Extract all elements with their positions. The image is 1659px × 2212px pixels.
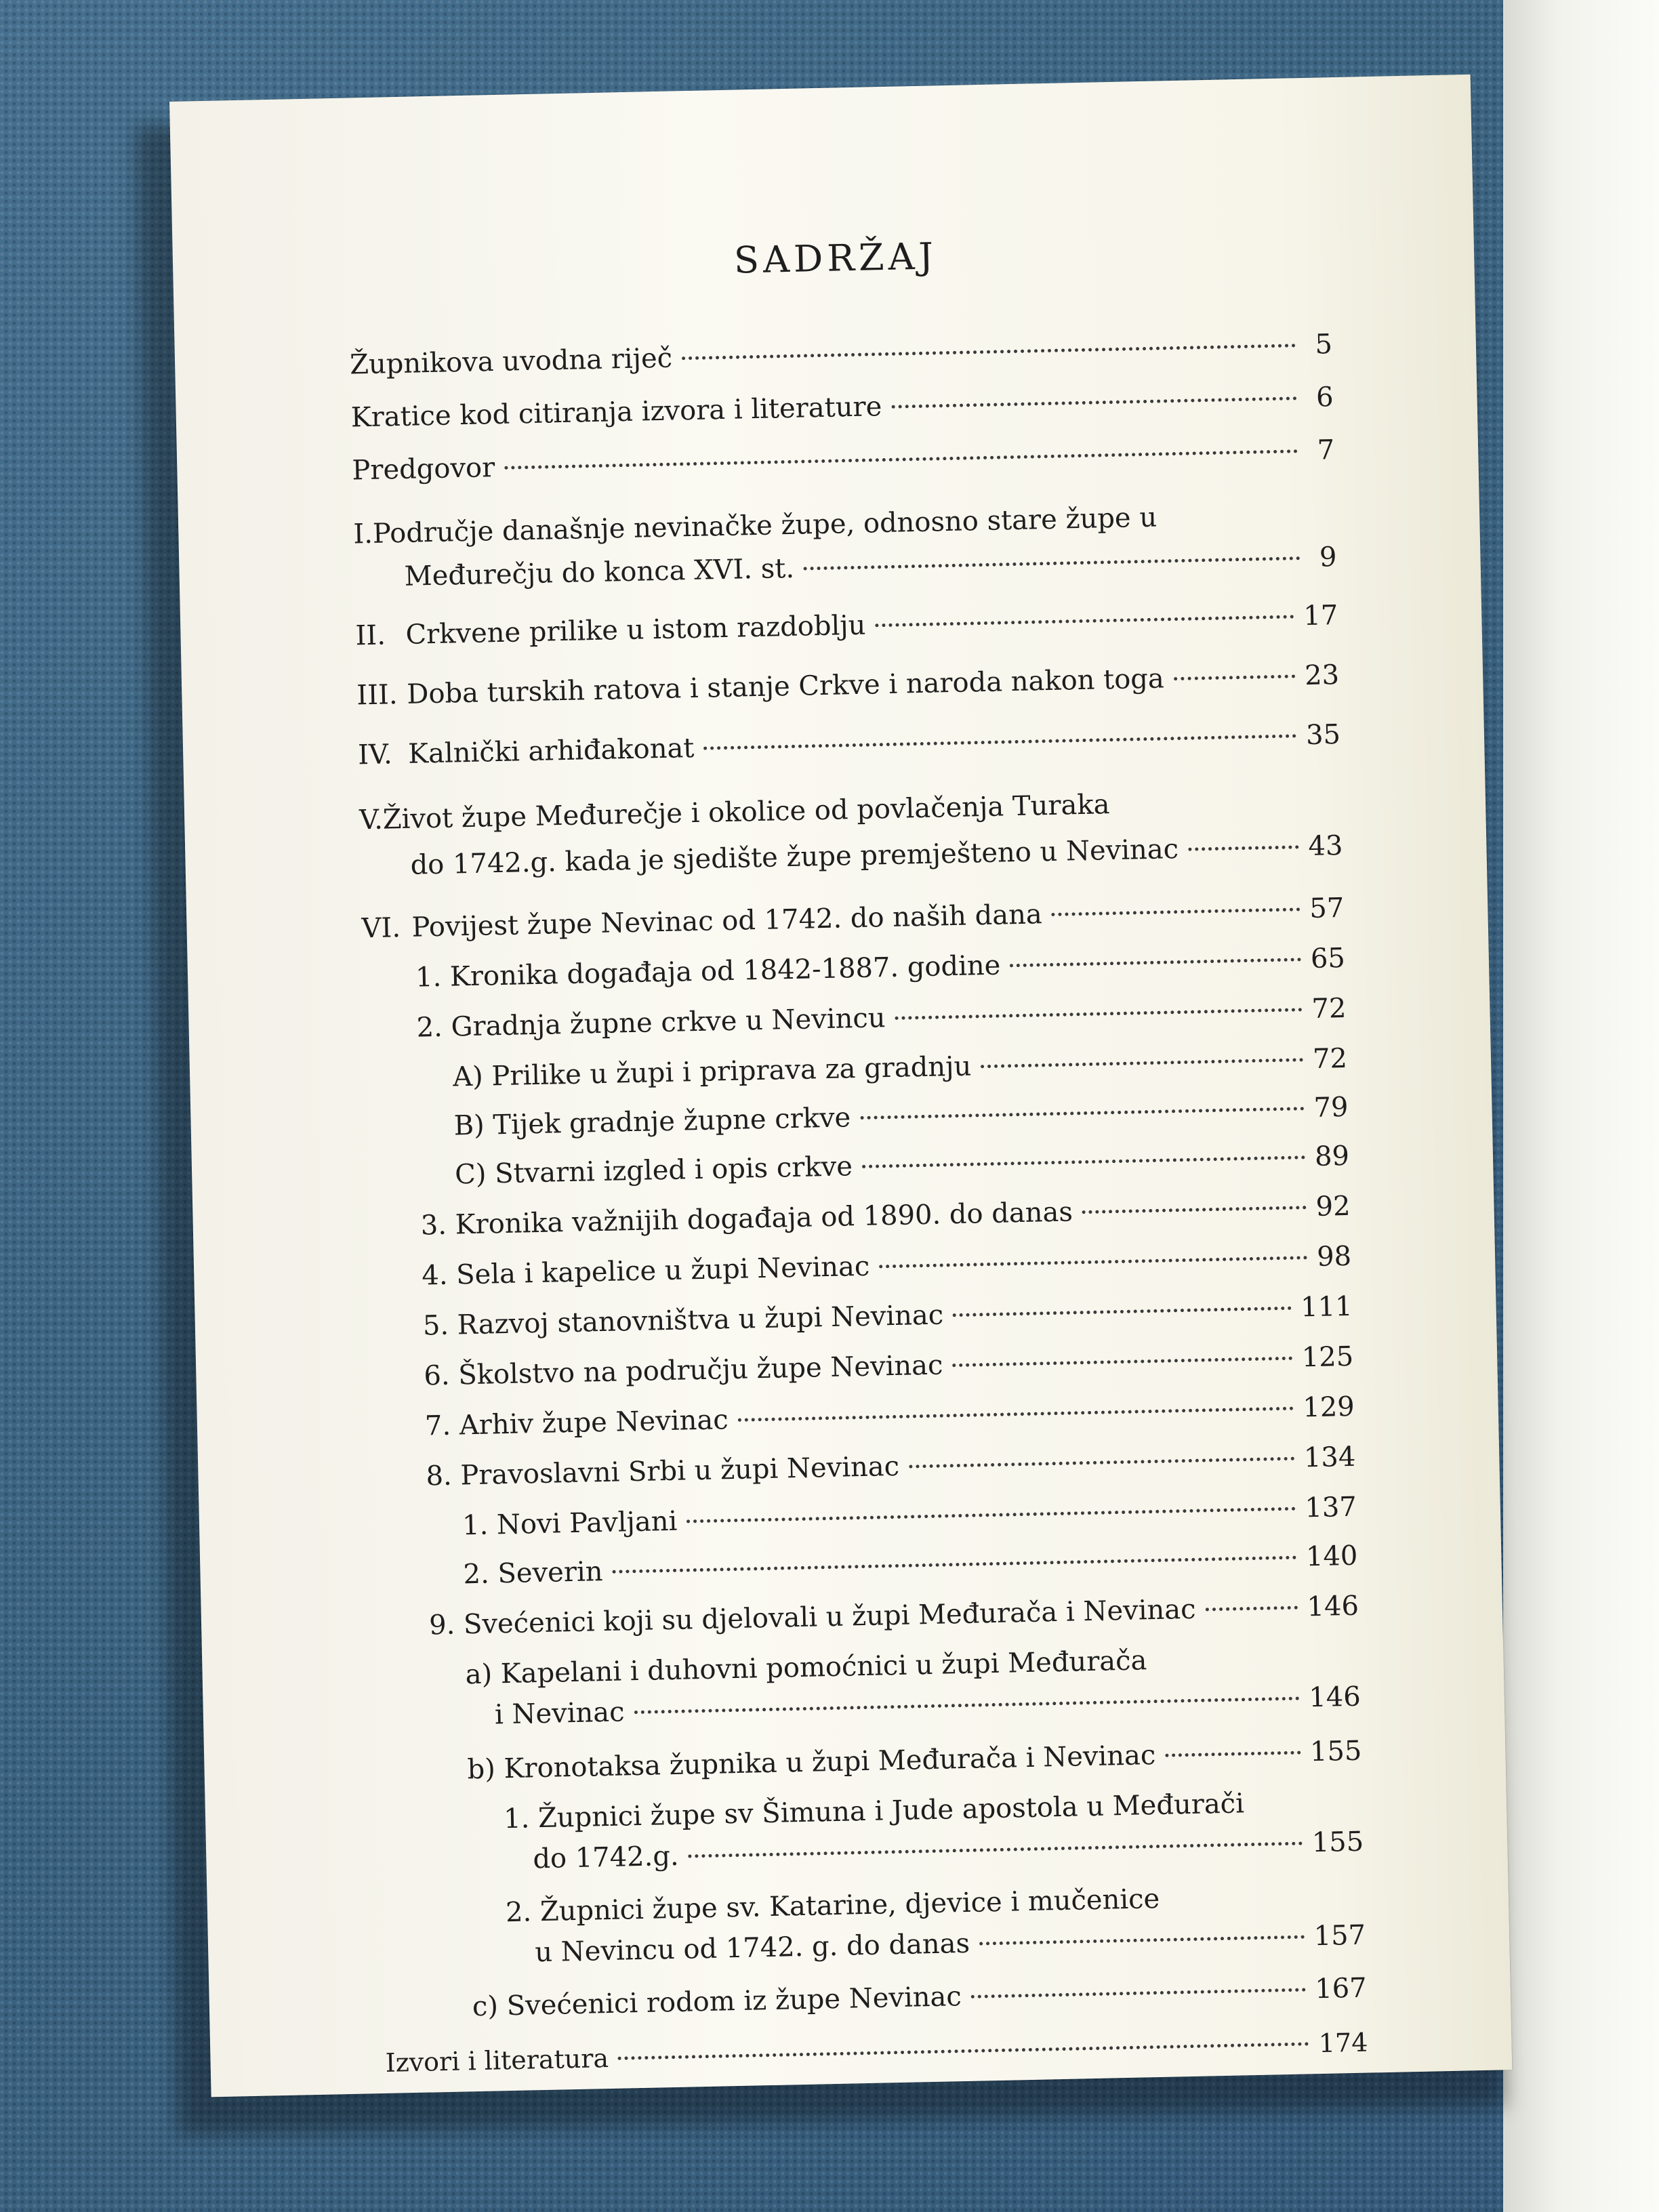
toc-entry: [533, 1826, 1364, 1876]
table-of-contents: [348, 226, 1368, 2078]
leader-dots: [862, 1155, 1305, 1168]
entry-title: Kratice kod citiranja izvora i literature: [350, 391, 882, 434]
leader-dots: [682, 344, 1296, 360]
entry-title: Kalnički arhiđakonat: [407, 732, 695, 770]
toc-entry: [355, 599, 1338, 652]
entry-title: 7. Arhiv župe Nevinac: [424, 1404, 729, 1442]
entry-page: 57: [1309, 892, 1345, 925]
leader-dots: [981, 1058, 1303, 1068]
entry-page: 6: [1315, 382, 1334, 413]
toc-title: SADRŽAJ: [733, 234, 938, 282]
entry-page: 65: [1310, 942, 1346, 975]
entry-title: 1. Kronika događaja od 1842-1887. godine: [415, 949, 1001, 994]
toc-entry: [358, 718, 1341, 771]
entry-title: 6. Školstvo na području župe Nevinac: [423, 1349, 943, 1392]
entry-page: 79: [1313, 1091, 1349, 1124]
leader-dots: [952, 1357, 1292, 1368]
entry-title: 4. Sela i kapelice u župi Nevinac: [421, 1250, 870, 1292]
entry-title-continued: u Nevincu od 1742. g. do danas: [534, 1927, 970, 1969]
toc-entry: [467, 1735, 1362, 1786]
entry-title: Župnikova uvodna riječ: [349, 342, 673, 381]
leader-dots: [689, 1842, 1303, 1858]
entry-page: 157: [1313, 1919, 1366, 1952]
entry-page: 146: [1308, 1681, 1361, 1714]
leader-dots: [1188, 845, 1299, 851]
entry-title-continued: Međurečju do konca XVI. st.: [404, 552, 795, 592]
facing-page: [1503, 0, 1659, 2212]
toc-entry: [462, 1491, 1357, 1542]
entry-title: Izvori i literatura: [385, 2043, 609, 2078]
toc-entry: [352, 434, 1335, 487]
toc-entry: [425, 1391, 1355, 1443]
entry-title: 2. Župnici župe sv. Katarine, djevice i mučenice: [505, 1883, 1160, 1929]
leader-dots: [1205, 1606, 1297, 1612]
entry-title-continued: do 1742.g. kada je sjedište župe premješteno u Nevinac: [410, 834, 1179, 881]
entry-page: 155: [1311, 1826, 1364, 1859]
entry-title: Crkvene prilike u istom razdoblju: [405, 609, 866, 651]
toc-entry: [361, 892, 1345, 945]
toc-entry: [426, 1441, 1356, 1493]
toc-entry: [453, 1091, 1349, 1143]
entry-title: a) Kapelani i duhovni pomoćnici u župi Međurača: [465, 1645, 1147, 1691]
entry-title: 8. Pravoslavni Srbi u župi Nevinac: [426, 1450, 900, 1492]
leader-dots: [1174, 674, 1296, 680]
chapter-number: VI.: [361, 912, 401, 945]
leader-dots: [1082, 1206, 1307, 1214]
entry-title: 1. Župnici župe sv Šimuna i Jude apostola u Međurači: [503, 1788, 1245, 1835]
leader-dots: [687, 1507, 1295, 1523]
toc-entry: [420, 1190, 1351, 1242]
toc-entry: [422, 1240, 1352, 1292]
entry-title: 2. Severin: [463, 1556, 603, 1591]
leader-dots: [875, 615, 1294, 627]
leader-dots: [1010, 958, 1301, 967]
entry-page: 92: [1315, 1190, 1351, 1223]
toc-entry: [429, 1590, 1359, 1642]
entry-title-continued: do 1742.g.: [532, 1840, 680, 1875]
entry-title: 1. Novi Pavljani: [462, 1505, 678, 1542]
entry-title: Predgovor: [351, 452, 495, 487]
toc-entry: [472, 1972, 1367, 2024]
leader-dots: [909, 1457, 1294, 1469]
leader-dots: [895, 1008, 1302, 1020]
leader-dots: [804, 556, 1300, 570]
leader-dots: [738, 1407, 1294, 1422]
toc-entry-first-line: [359, 788, 1110, 836]
chapter-number: I.: [352, 518, 373, 550]
entry-page: 72: [1312, 1042, 1348, 1075]
chapter-number: III.: [356, 679, 398, 712]
toc-entry: [404, 541, 1337, 593]
chapter-number: V.: [359, 804, 384, 836]
entry-title: A) Prilike u župi i priprava za gradnju: [452, 1050, 972, 1093]
leader-dots: [1165, 1751, 1300, 1757]
entry-page: 174: [1318, 2027, 1368, 2059]
chapter-number: II.: [355, 619, 386, 652]
entry-page: 72: [1311, 992, 1347, 1025]
leader-dots: [504, 449, 1298, 470]
toc-entry-first-line: [353, 501, 1158, 551]
entry-title: B) Tijek gradnje župne crkve: [453, 1102, 851, 1142]
toc-entry: [416, 992, 1347, 1044]
toc-entry: [535, 1919, 1366, 1969]
entry-title: b) Kronotaksa župnika u župi Međurača i Nevinac: [467, 1740, 1156, 1786]
entry-page: 167: [1314, 1972, 1368, 2005]
entry-title: Život župe Međurečje i okolice od povlačenja Turaka: [382, 789, 1110, 836]
entry-title: Područje današnje nevinačke župe, odnosno stare župe u: [372, 501, 1158, 550]
entry-page: 155: [1309, 1735, 1362, 1768]
leader-dots: [953, 1307, 1291, 1317]
entry-page: 98: [1316, 1240, 1352, 1273]
entry-page: 23: [1304, 659, 1340, 692]
entry-title-continued: i Nevinac: [494, 1696, 625, 1731]
toc-entry: [455, 1140, 1350, 1191]
entry-title: 9. Svećenici koji su djelovali u župi Međurača i Nevinac: [428, 1593, 1196, 1641]
entry-page: 5: [1314, 329, 1333, 361]
toc-entry: [453, 1042, 1348, 1094]
toc-entry: [415, 942, 1346, 994]
leader-dots: [634, 1697, 1299, 1715]
entry-title: 2. Gradnja župne crkve u Nevincu: [416, 1002, 886, 1044]
entry-page: 111: [1300, 1290, 1353, 1324]
entry-page: 134: [1303, 1441, 1356, 1474]
toc-entry-first-line: [506, 1883, 1160, 1929]
toc-entry: [356, 659, 1340, 712]
toc-entry: [422, 1290, 1353, 1343]
entry-page: 140: [1305, 1540, 1358, 1573]
toc-entry: [410, 830, 1343, 882]
entry-page: 146: [1307, 1590, 1359, 1623]
leader-dots: [891, 396, 1296, 409]
entry-page: 17: [1303, 600, 1338, 632]
entry-title: 3. Kronika važnijih događaja od 1890. do danas: [420, 1196, 1073, 1242]
entry-page: 9: [1319, 541, 1337, 573]
leader-dots: [703, 734, 1296, 750]
entry-page: 125: [1301, 1340, 1354, 1374]
leader-dots: [860, 1107, 1304, 1120]
entry-page: 129: [1302, 1391, 1355, 1424]
entry-title: c) Svećenici rodom iz župe Nevinac: [472, 1981, 962, 2023]
entry-title: C) Stvarni izgled i opis crkve: [454, 1151, 853, 1191]
entry-page: 43: [1307, 830, 1343, 863]
leader-dots: [618, 2042, 1309, 2060]
leader-dots: [612, 1556, 1296, 1574]
toc-entry-first-line: [504, 1787, 1245, 1835]
toc-entry-first-line: [465, 1644, 1147, 1691]
toc-entry: [350, 381, 1334, 434]
leader-dots: [879, 1256, 1307, 1268]
chapter-number: IV.: [357, 739, 393, 771]
entry-page: 137: [1304, 1491, 1357, 1524]
leader-dots: [979, 1936, 1305, 1946]
entry-title: 5. Razvoj stanovništva u župi Nevinac: [422, 1299, 944, 1342]
leader-dots: [1052, 907, 1300, 916]
toc-entry: [463, 1540, 1358, 1591]
toc-entry: [494, 1681, 1361, 1732]
entry-page: 7: [1317, 434, 1335, 466]
toc-entry: [424, 1340, 1354, 1393]
entry-title: Povijest župe Nevinac od 1742. do naših dana: [411, 899, 1043, 943]
entry-page: 35: [1305, 719, 1341, 752]
entry-title: Doba turskih ratova i stanje Crkve i naroda nakon toga: [406, 663, 1165, 710]
leader-dots: [971, 1988, 1306, 1999]
toc-entry: [350, 328, 1333, 381]
book-page: [169, 75, 1512, 2097]
toc-entry: [385, 2026, 1368, 2079]
entry-page: 89: [1314, 1140, 1350, 1172]
